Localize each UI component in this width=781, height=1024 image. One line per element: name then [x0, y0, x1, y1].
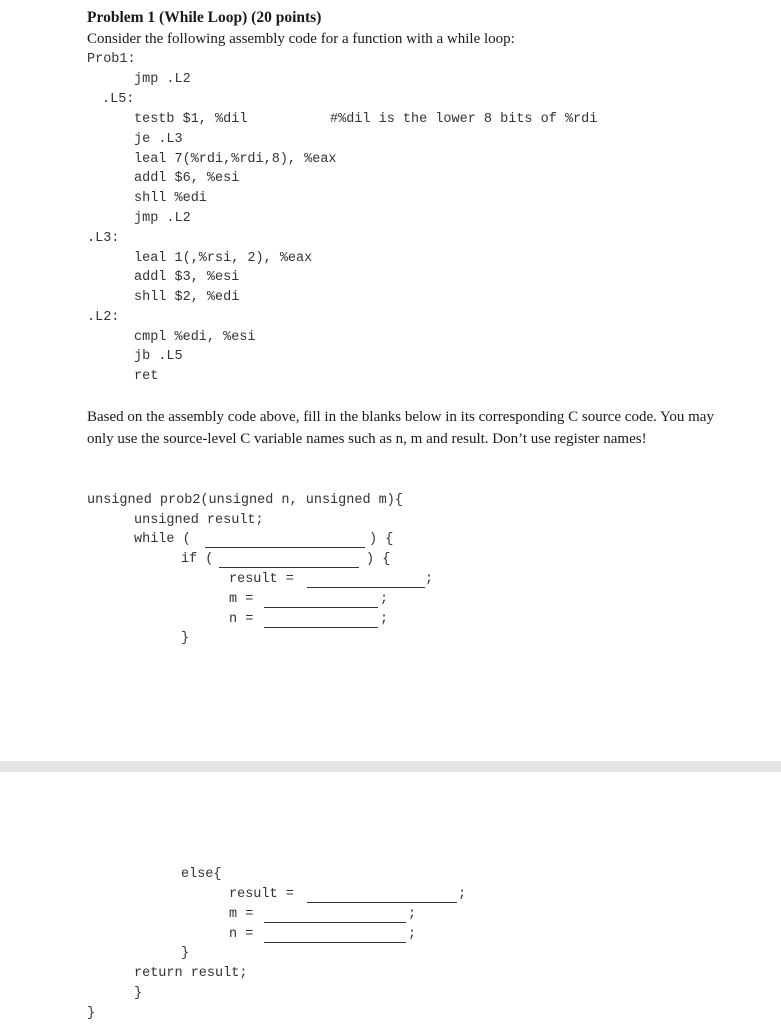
c-result-label: result =	[229, 572, 294, 587]
asm-line: leal 7(%rdi,%rdi,8), %eax	[134, 152, 337, 167]
c-semicolon: ;	[408, 927, 417, 942]
c-m-label: m =	[229, 592, 254, 607]
else-result-blank[interactable]	[307, 902, 457, 903]
c-close-brace: }	[134, 986, 143, 1001]
c-n-label: n =	[229, 927, 254, 942]
asm-line: jmp .L2	[134, 211, 191, 226]
c-if-keyword: if (	[181, 552, 214, 567]
c-if-end: ) {	[366, 552, 391, 567]
asm-line: shll $2, %edi	[134, 290, 240, 305]
asm-line: je .L3	[134, 132, 183, 147]
if-condition-blank[interactable]	[219, 567, 359, 568]
c-while-end: ) {	[369, 532, 394, 547]
c-m-label: m =	[229, 907, 254, 922]
asm-line: jb .L5	[134, 349, 183, 364]
c-close-brace: }	[87, 1006, 96, 1021]
c-else-keyword: else{	[181, 867, 222, 882]
asm-comment: #%dil is the lower 8 bits of %rdi	[330, 112, 598, 127]
c-n-label: n =	[229, 612, 254, 627]
c-decl: unsigned result;	[134, 513, 264, 528]
if-n-blank[interactable]	[264, 627, 378, 628]
while-condition-blank[interactable]	[205, 547, 365, 548]
problem-intro: Consider the following assembly code for a function with a while loop:	[87, 31, 515, 47]
asm-label-l2: .L2:	[87, 310, 120, 325]
else-m-blank[interactable]	[264, 922, 406, 923]
c-result-label: result =	[229, 887, 294, 902]
c-while-keyword: while (	[134, 532, 191, 547]
c-semicolon: ;	[458, 887, 467, 902]
asm-line: shll %edi	[134, 191, 207, 206]
problem-title: Problem 1 (While Loop) (20 points)	[87, 9, 322, 26]
asm-line: leal 1(,%rsi, 2), %eax	[134, 251, 313, 266]
c-semicolon: ;	[425, 572, 434, 587]
c-close-brace: }	[181, 946, 190, 961]
asm-line: addl $3, %esi	[134, 270, 240, 285]
page-divider	[0, 761, 781, 772]
c-return: return result;	[134, 966, 248, 981]
asm-label-prob1: Prob1:	[87, 52, 136, 67]
instructions-text: Based on the assembly code above, fill in the blanks below in its corresponding C source code. You may only use the source-level C variable names such as n, m and result. Don’t use register names!	[87, 409, 714, 447]
asm-line: ret	[134, 369, 159, 384]
asm-line: jmp .L2	[134, 72, 191, 87]
asm-line: addl $6, %esi	[134, 171, 240, 186]
c-semicolon: ;	[380, 592, 389, 607]
asm-line: cmpl %edi, %esi	[134, 330, 256, 345]
if-result-blank[interactable]	[307, 587, 425, 588]
asm-line: testb $1, %dil	[134, 112, 248, 127]
asm-label-l5: .L5:	[102, 92, 135, 107]
c-signature: unsigned prob2(unsigned n, unsigned m){	[87, 493, 403, 508]
c-semicolon: ;	[380, 612, 389, 627]
asm-label-l3: .L3:	[87, 231, 120, 246]
c-semicolon: ;	[408, 907, 417, 922]
c-close-brace: }	[181, 631, 190, 646]
if-m-blank[interactable]	[264, 607, 378, 608]
else-n-blank[interactable]	[264, 942, 406, 943]
